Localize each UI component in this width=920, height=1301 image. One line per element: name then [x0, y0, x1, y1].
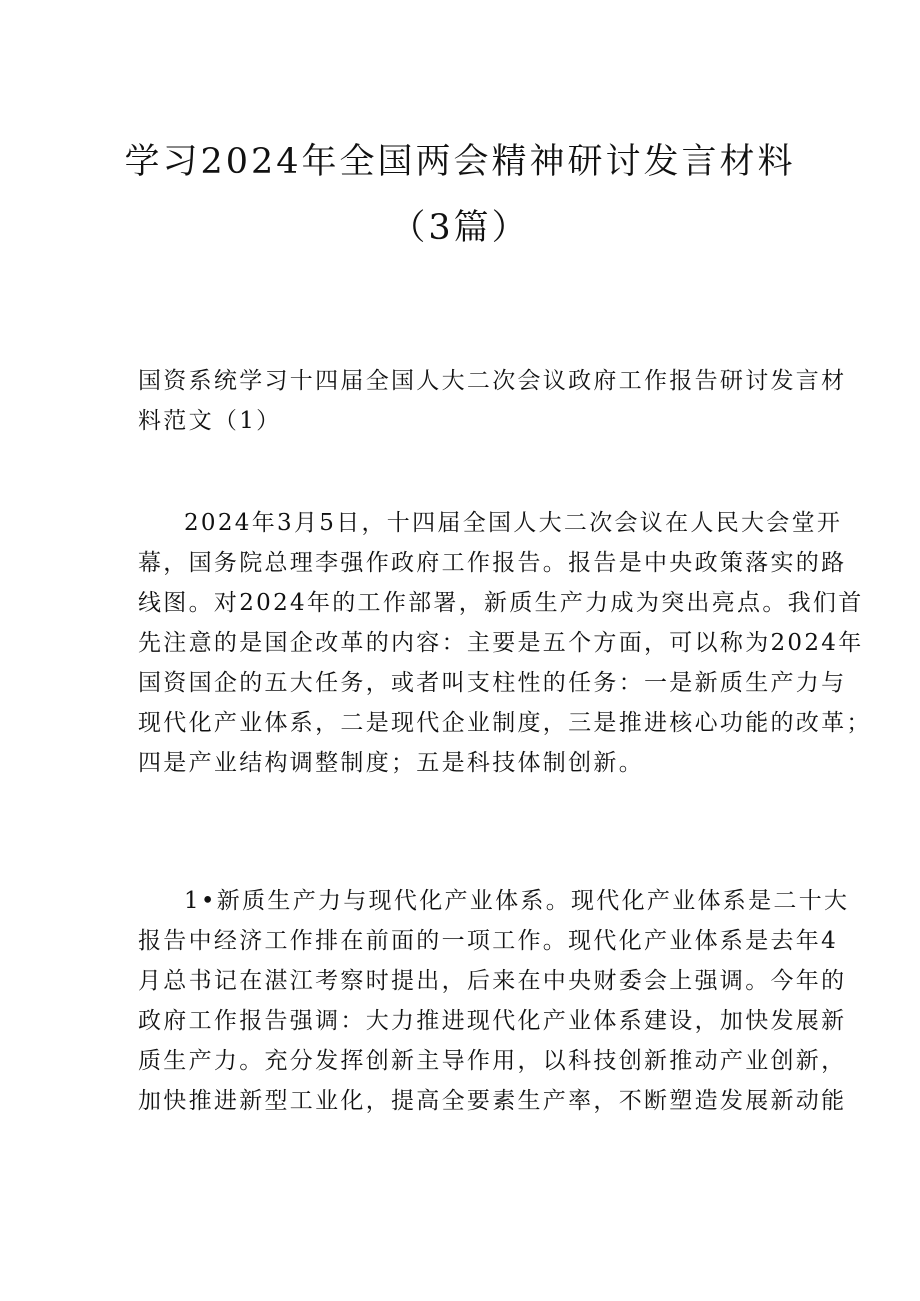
section-heading-line: 国资系统学习十四届全国人大二次会议政府工作报告研讨发言材: [138, 368, 847, 394]
paragraph-intro: [138, 503, 872, 783]
paragraph-line: 加快推进新型工业化，提高全要素生产率，不断塑造发展新动能: [138, 1088, 847, 1114]
section-heading: [138, 361, 847, 441]
paragraph-line: 现代化产业体系，二是现代企业制度，三是推进核心功能的改革；: [138, 710, 872, 736]
document-title-count: （3篇）: [390, 208, 530, 248]
section-heading-line: 料范文（1）: [138, 408, 282, 434]
paragraph-line: 线图。对2024年的工作部署，新质生产力成为突出亮点。我们首: [138, 590, 864, 616]
paragraph-line: 国资国企的五大任务，或者叫支柱性的任务：一是新质生产力与: [138, 670, 847, 696]
paragraph-line: 1•新质生产力与现代化产业体系。现代化产业体系是二十大: [184, 888, 850, 914]
paragraph-line: 报告中经济工作排在前面的一项工作。现代化产业体系是去年4: [138, 928, 839, 954]
paragraph-line: 质生产力。充分发挥创新主导作用，以科技创新推动产业创新，: [138, 1048, 847, 1074]
paragraph-line: 先注意的是国企改革的内容：主要是五个方面，可以称为2024年: [138, 630, 864, 656]
paragraph-line: 政府工作报告强调：大力推进现代化产业体系建设，加快发展新: [138, 1008, 847, 1034]
paragraph-line: 幕，国务院总理李强作政府工作报告。报告是中央政策落实的路: [138, 550, 847, 576]
paragraph-line: 四是产业结构调整制度；五是科技体制创新。: [138, 750, 644, 776]
paragraph-line: 2024年3月5日，十四届全国人大二次会议在人民大会堂开: [184, 510, 843, 536]
document-title: 学习2024年全国两会精神研讨发言材料: [124, 142, 796, 182]
paragraph-line: 月总书记在湛江考察时提出，后来在中央财委会上强调。今年的: [138, 968, 847, 994]
paragraph-point-1: [138, 881, 850, 1121]
